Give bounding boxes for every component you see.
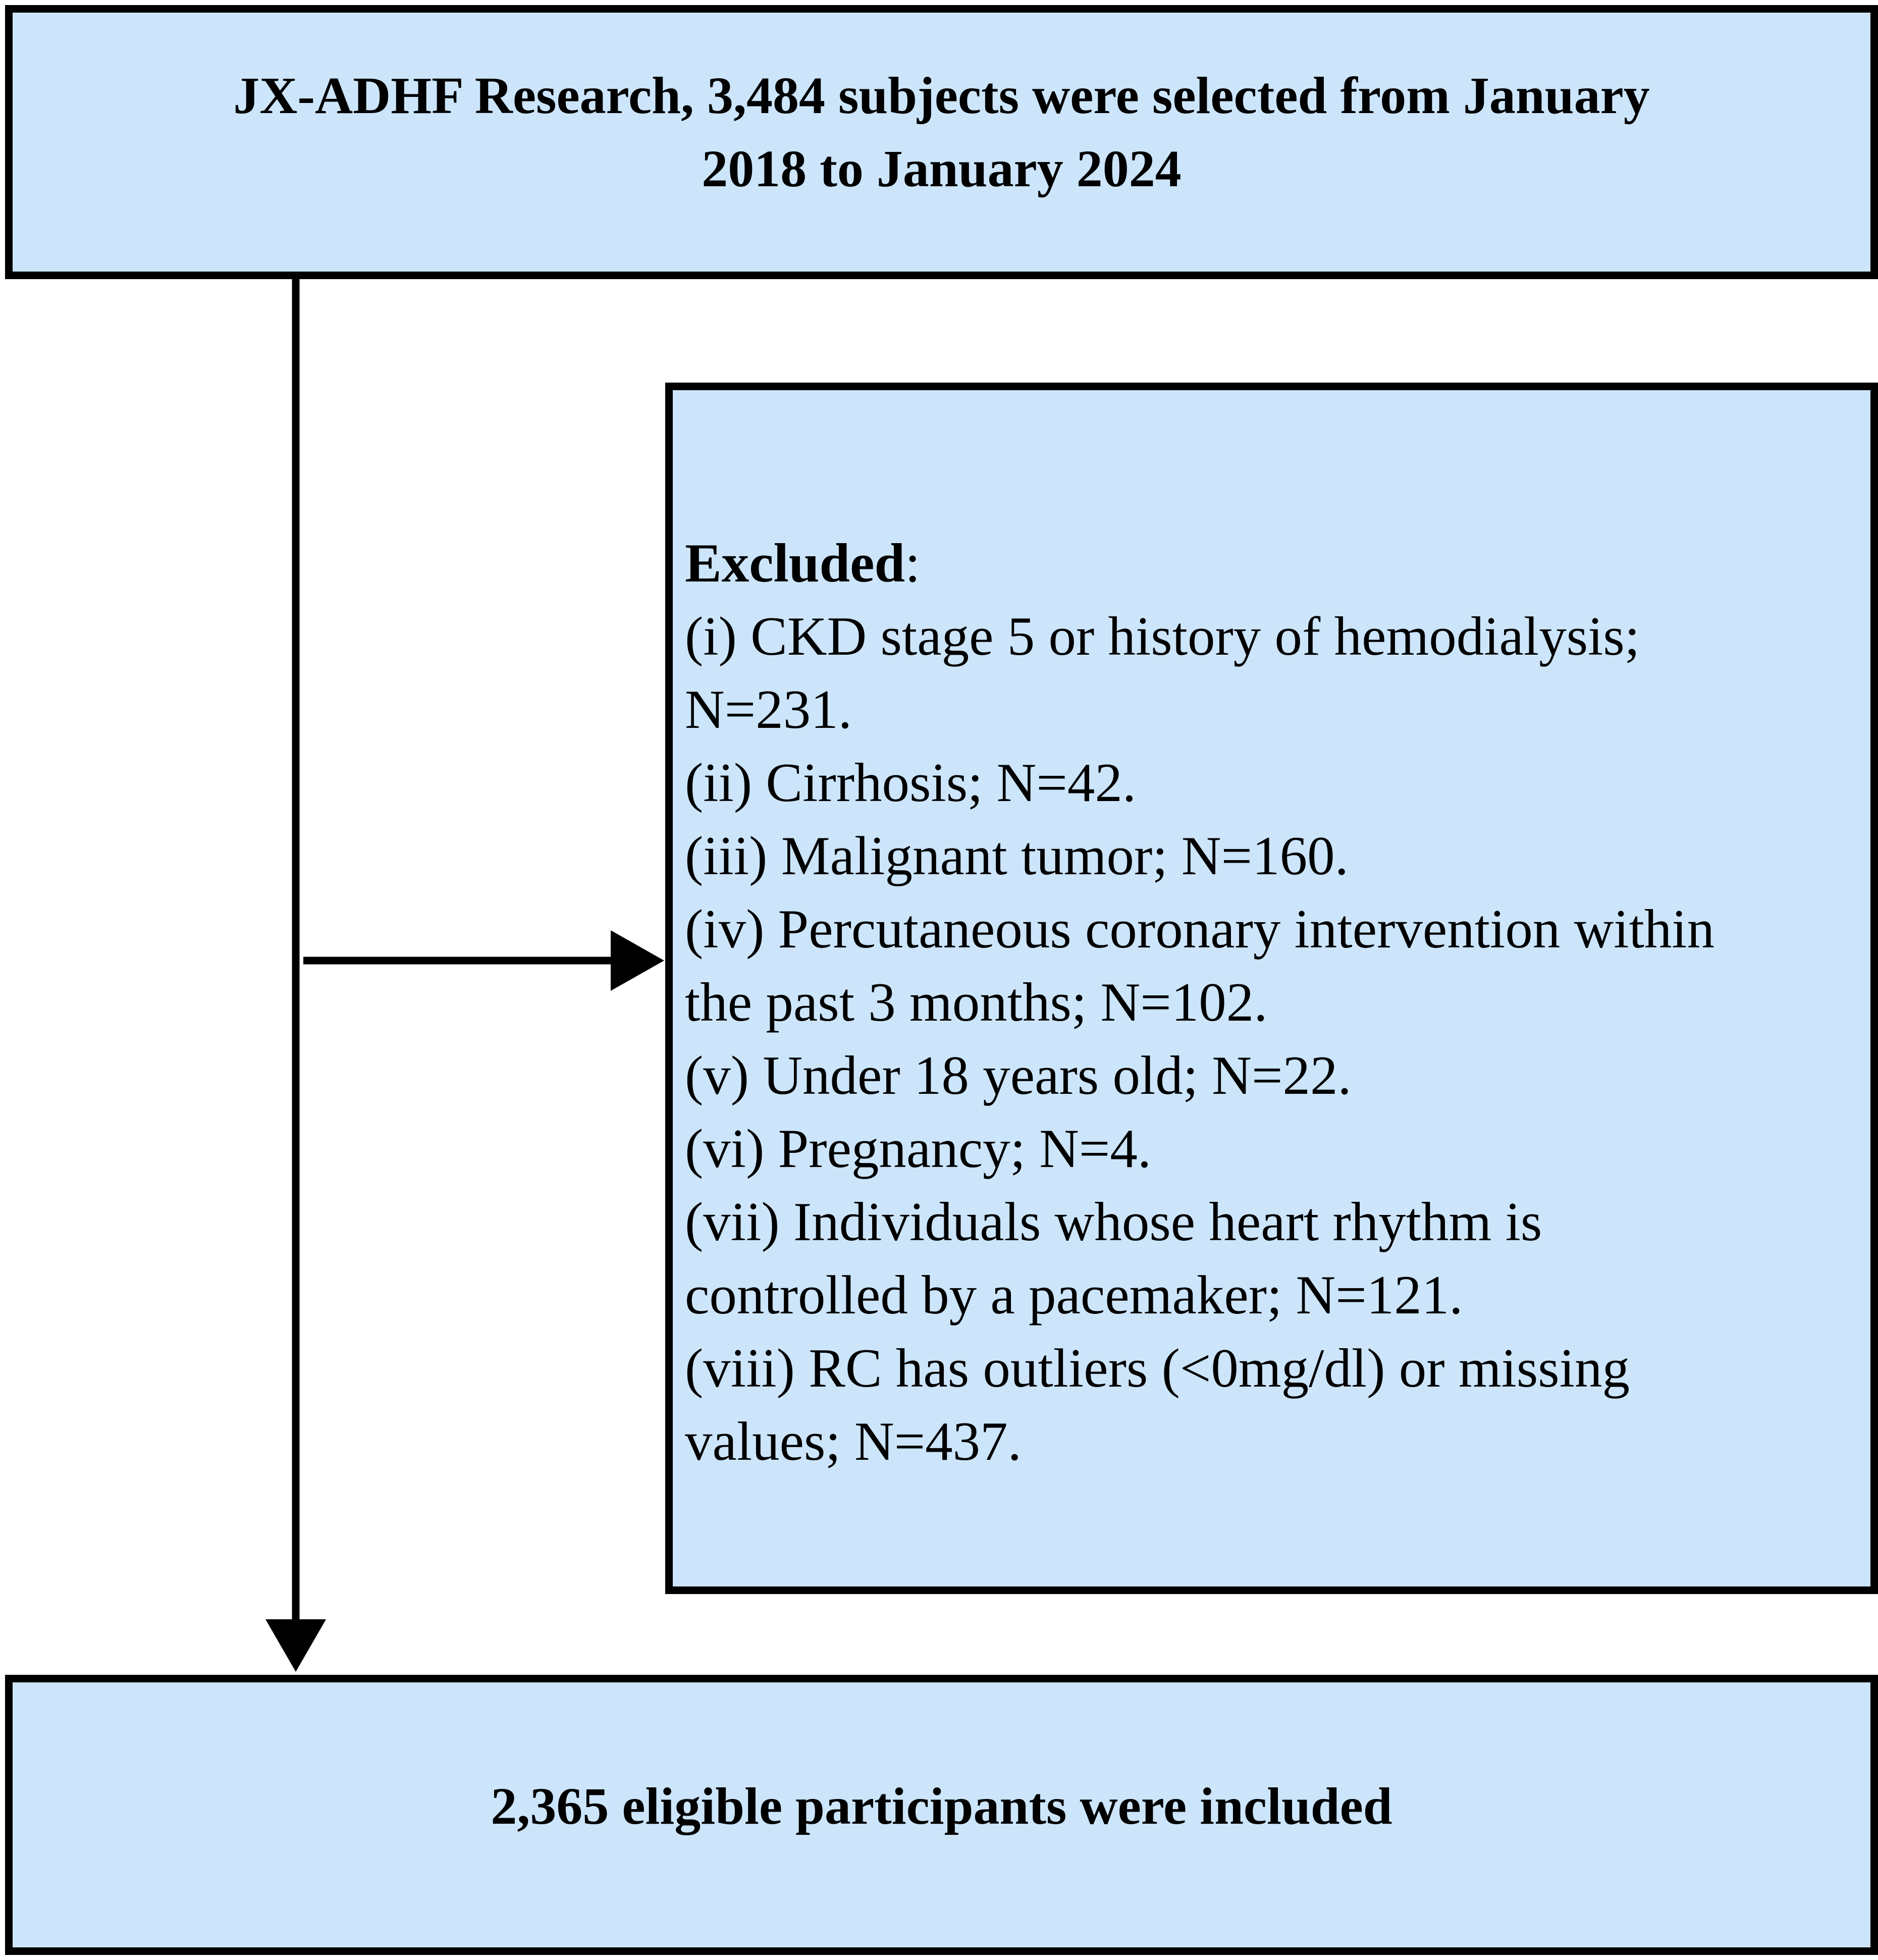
exclusion-line: controlled by a pacemaker; N=121. <box>685 1264 1463 1326</box>
exclusion-heading-colon: : <box>905 533 921 594</box>
right-arrow-head-icon <box>611 930 664 991</box>
included-participants-text: 2,365 eligible participants were included <box>491 1777 1392 1835</box>
exclusion-line: (viii) RC has outliers (<0mg/dl) or missing <box>685 1338 1630 1399</box>
exclusion-heading: Excluded <box>685 533 905 594</box>
exclusion-line: values; N=437. <box>685 1411 1022 1472</box>
exclusion-line: (i) CKD stage 5 or history of hemodialysis; <box>685 606 1640 667</box>
cohort-source-text: JX-ADHF Research, 3,484 subjects were selected from January 2018 to January 2024 <box>233 66 1650 198</box>
exclusion-line: (ii) Cirrhosis; N=42. <box>685 752 1137 813</box>
exclusion-line: (iv) Percutaneous coronary intervention within <box>685 898 1715 960</box>
exclusion-line: the past 3 months; N=102. <box>685 972 1268 1033</box>
exclusion-line: (vii) Individuals whose heart rhythm is <box>685 1191 1542 1252</box>
exclusion-line: N=231. <box>685 679 852 740</box>
exclusion-line: (v) Under 18 years old; N=22. <box>685 1045 1352 1106</box>
exclusion-line: (iii) Malignant tumor; N=160. <box>685 825 1349 886</box>
exclusion-line: (vi) Pregnancy; N=4. <box>685 1118 1152 1179</box>
down-arrow-head-icon <box>265 1619 326 1672</box>
